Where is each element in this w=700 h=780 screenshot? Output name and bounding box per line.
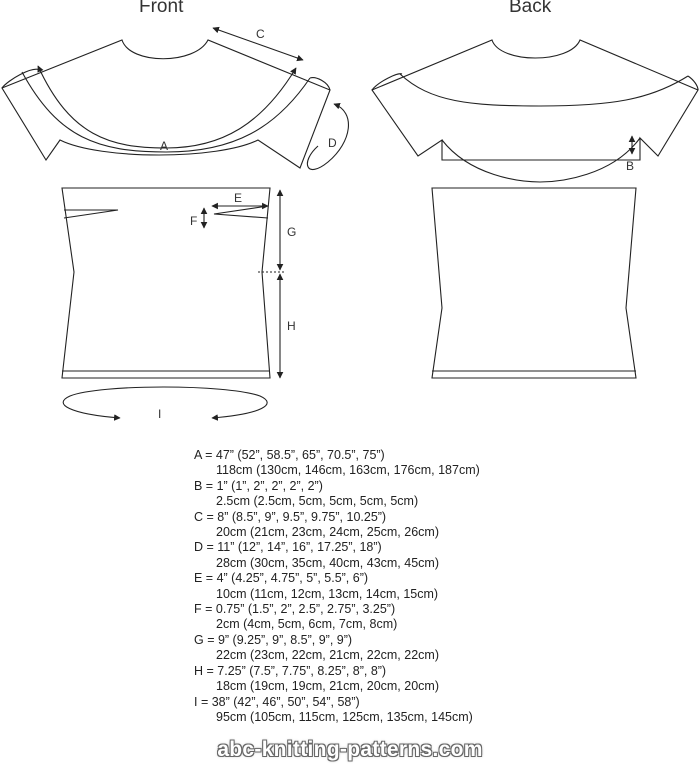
label-d: D bbox=[328, 136, 337, 150]
legend-entry bbox=[194, 695, 554, 726]
legend-entry bbox=[194, 664, 554, 695]
legend-imperial-line: E = 4” (4.25”, 4.75”, 5”, 5.5”, 6”) bbox=[194, 571, 369, 586]
front-body bbox=[62, 188, 270, 378]
legend-metric-line: 2cm (4cm, 5cm, 6cm, 7cm, 8cm) bbox=[216, 617, 398, 632]
legend-metric-line: 118cm (130cm, 146cm, 163cm, 176cm, 187cm) bbox=[216, 463, 480, 478]
legend-imperial-line: I = 38” (42”, 46”, 50”, 54”, 58”) bbox=[194, 694, 360, 709]
legend-entry bbox=[194, 479, 554, 510]
legend-imperial-line: G = 9” (9.25”, 9”, 8.5”, 9”, 9”) bbox=[194, 632, 353, 647]
label-h: H bbox=[287, 319, 296, 333]
legend-entry bbox=[194, 540, 554, 571]
legend-imperial-line: F = 0.75” (1.5”, 2”, 2.5”, 2.75”, 3.25”) bbox=[194, 602, 396, 617]
legend-metric-line: 10cm (11cm, 12cm, 13cm, 14cm, 15cm) bbox=[216, 586, 439, 601]
front-view-title: Front bbox=[139, 0, 184, 17]
back-body-outline bbox=[432, 188, 636, 378]
site-watermark: abc-knitting-patterns.com bbox=[217, 738, 483, 761]
front-right-sleeve-cuff bbox=[310, 78, 330, 90]
label-a: A bbox=[160, 139, 169, 153]
legend-entry bbox=[194, 633, 554, 664]
label-i: I bbox=[158, 407, 162, 421]
measure-i-ellipse bbox=[63, 387, 267, 418]
legend-metric-line: 2.5cm (2.5cm, 5cm, 5cm, 5cm, 5cm) bbox=[216, 494, 419, 509]
legend-entry bbox=[194, 510, 554, 541]
legend-metric-line: 18cm (19cm, 19cm, 21cm, 20cm, 20cm) bbox=[216, 679, 439, 694]
front-right-dart bbox=[214, 206, 268, 218]
legend-imperial-line: D = 11” (12”, 14”, 16”, 17.25”, 18”) bbox=[194, 540, 382, 555]
measurement-legend bbox=[194, 448, 554, 725]
label-c: C bbox=[256, 27, 265, 41]
legend-imperial-line: C = 8” (8.5”, 9”, 9.5”, 9.75”, 10.25”) bbox=[194, 509, 387, 524]
legend-metric-line: 28cm (30cm, 35cm, 40cm, 43cm, 45cm) bbox=[216, 555, 439, 570]
legend-entry bbox=[194, 448, 554, 479]
legend-entry bbox=[194, 602, 554, 633]
back-yoke-outline bbox=[372, 40, 698, 160]
front-body-outline bbox=[62, 188, 270, 378]
legend-metric-line: 95cm (105cm, 115cm, 125cm, 135cm, 145cm) bbox=[216, 709, 473, 724]
label-g: G bbox=[287, 225, 297, 239]
label-b: B bbox=[626, 159, 635, 173]
legend-imperial-line: B = 1” (1”, 2”, 2”, 2”, 2”) bbox=[194, 478, 323, 493]
legend-metric-line: 22cm (23cm, 22cm, 21cm, 22cm, 22cm) bbox=[216, 648, 439, 663]
label-e: E bbox=[234, 191, 243, 205]
label-f: F bbox=[190, 214, 198, 228]
measure-a-curve bbox=[38, 66, 296, 148]
legend-entry bbox=[194, 571, 554, 602]
back-view-title: Back bbox=[509, 0, 552, 17]
legend-imperial-line: H = 7.25” (7.5”, 7.75”, 8.25”, 8”, 8”) bbox=[194, 663, 387, 678]
back-body bbox=[432, 188, 636, 378]
legend-metric-line: 20cm (21cm, 23cm, 24cm, 25cm, 26cm) bbox=[216, 525, 439, 540]
front-left-dart bbox=[64, 210, 118, 218]
back-yoke bbox=[372, 40, 698, 182]
legend-imperial-line: A = 47” (52”, 58.5”, 65”, 70.5”, 75”) bbox=[194, 448, 385, 462]
back-collar-band bbox=[400, 74, 688, 106]
